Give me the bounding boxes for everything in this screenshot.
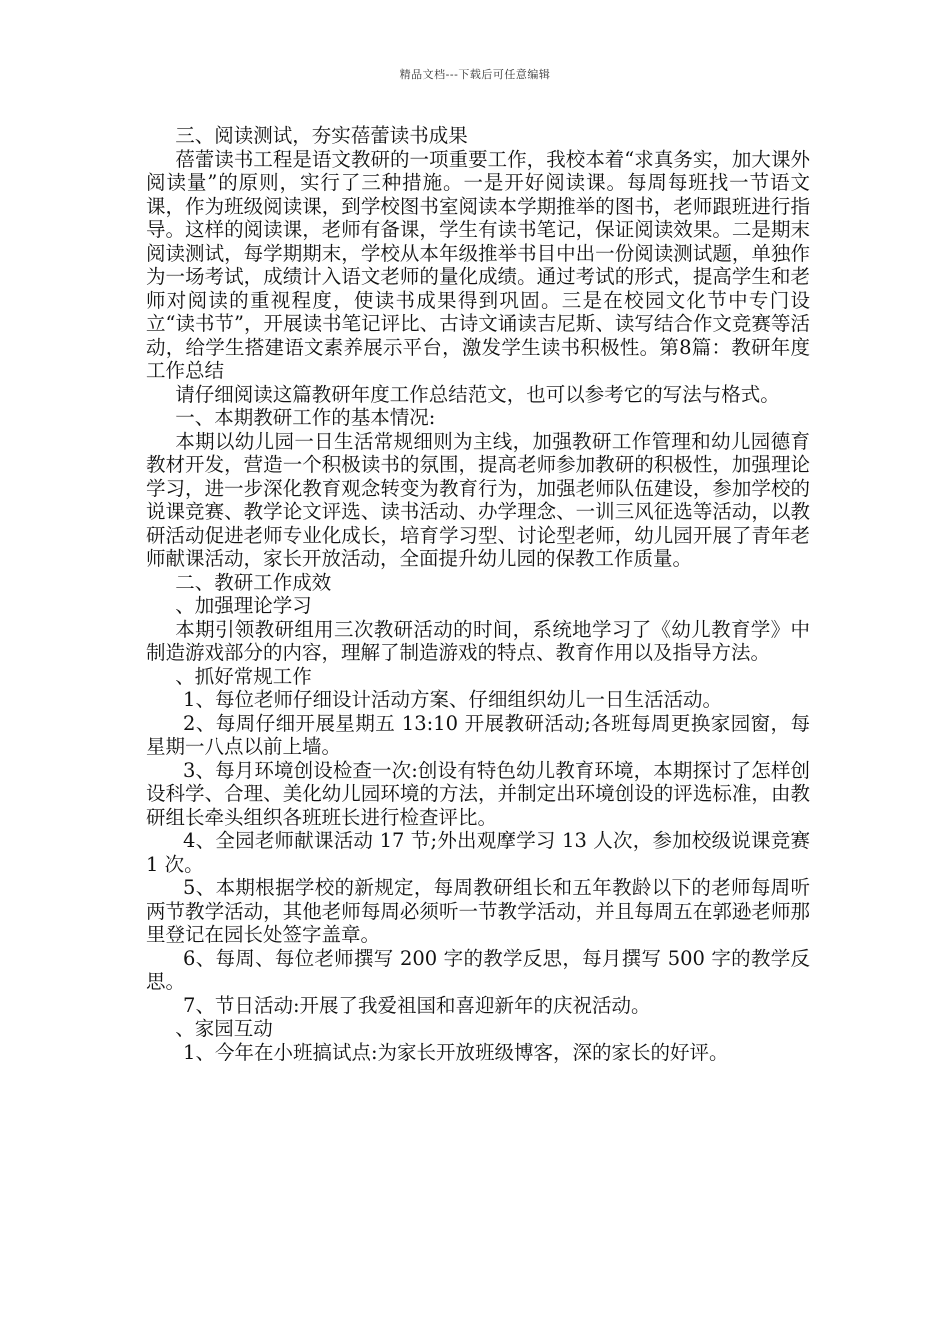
paragraph-theory-study: 本期引领教研组用三次教研活动的时间，系统地学习了《幼儿教育学》中制造游戏部分的内容，理解了制造游戏的特点、教育作用以及指导方法。 — [146, 617, 810, 664]
subheading-theory-study: 、加强理论学习 — [175, 594, 312, 617]
list-item-4: 4、全园老师献课活动 17 节;外出观摩学习 13 人次，参加校级说课竞赛 1 次。 — [146, 829, 810, 876]
document-body — [146, 124, 810, 1064]
section-heading-results: 二、教研工作成效 — [175, 570, 332, 594]
paragraph-basic-situation: 本期以幼儿园一日生活常规细则为主线，加强教研工作管理和幼儿园德育教材开发，营造一个积极读书的氛围，提高老师参加教研的积极性，加强理论学习，进一步深化教育观念转变为教育行为，加强老师队伍建设，参加学校的说课竞赛、教学论文评选、读书活动、办学理念、一训三风征选等活动，以教研活动促进老师专业化成长，培育学习型、讨论型老师，幼儿园开展了青年老师献课活动，家长开放活动，全面提升幼儿园的保教工作质量。 — [146, 429, 810, 570]
page-header: 精品文档---下载后可任意编辑 — [399, 68, 551, 81]
subheading-home-school: 、家园互动 — [175, 1017, 273, 1040]
list-item-home-1: 1、今年在小班搞试点:为家长开放班级博客，深的家长的好评。 — [183, 1040, 729, 1064]
list-item-7: 7、节日活动:开展了我爱祖国和喜迎新年的庆祝活动。 — [183, 993, 651, 1017]
list-item-1: 1、每位老师仔细设计活动方案、仔细组织幼儿一日生活活动。 — [183, 688, 722, 711]
list-item-6: 6、每周、每位老师撰写 200 字的教学反思，每月撰写 500 字的教学反思。 — [146, 946, 810, 993]
list-item-5: 5、本期根据学校的新规定，每周教研组长和五年教龄以下的老师每周听两节教学活动，其他老师每周必须听一节教学活动，并且每周五在郭逊老师那里登记在园长处签字盖章。 — [146, 876, 810, 946]
paragraph-intro: 请仔细阅读这篇教研年度工作总结范文，也可以参考它的写法与格式。 — [175, 382, 780, 406]
subheading-routine-work: 、抓好常规工作 — [175, 664, 312, 688]
section-heading-basic-situation: 一、本期教研工作的基本情况: — [175, 406, 436, 429]
paragraph-reading-project: 蓓蕾读书工程是语文教研的一项重要工作，我校本着“求真务实，加大课外阅读量”的原则，实行了三种措施。一是开好阅读课。每周每班找一节语文课，作为班级阅读课，到学校图书室阅读本学期推举的图书，老师跟班进行指导。这样的阅读课，老师有备课，学生有读书笔记，保证阅读效果。二是期末阅读测试，每学期期末，学校从本年级推举书目中出一份阅读测试题，单独作为一场考试，成绩计入语文老师的量化成绩。通过考试的形式，提高学生和老师对阅读的重视程度，使读书成果得到巩固。三是在校园文化节中专门设立“读书节”，开展读书笔记评比、古诗文诵读吉尼斯、读写结合作文竞赛等活动，给学生搭建语文素养展示平台，激发学生读书积极性。第8篇：教研年度工作总结 — [146, 147, 810, 382]
list-item-2: 2、每周仔细开展星期五 13:10 开展教研活动;各班每周更换家园窗，每星期一八点以前上墙。 — [146, 711, 810, 758]
list-item-3: 3、每月环境创设检查一次:创设有特色幼儿教育环境，本期探讨了怎样创设科学、合理、美化幼儿园环境的方法，并制定出环境创设的评选标准，由教研组长牵头组织各班班长进行检查评比。 — [146, 758, 810, 829]
section-heading-reading-test: 三、阅读测试，夯实蓓蕾读书成果 — [175, 124, 468, 147]
